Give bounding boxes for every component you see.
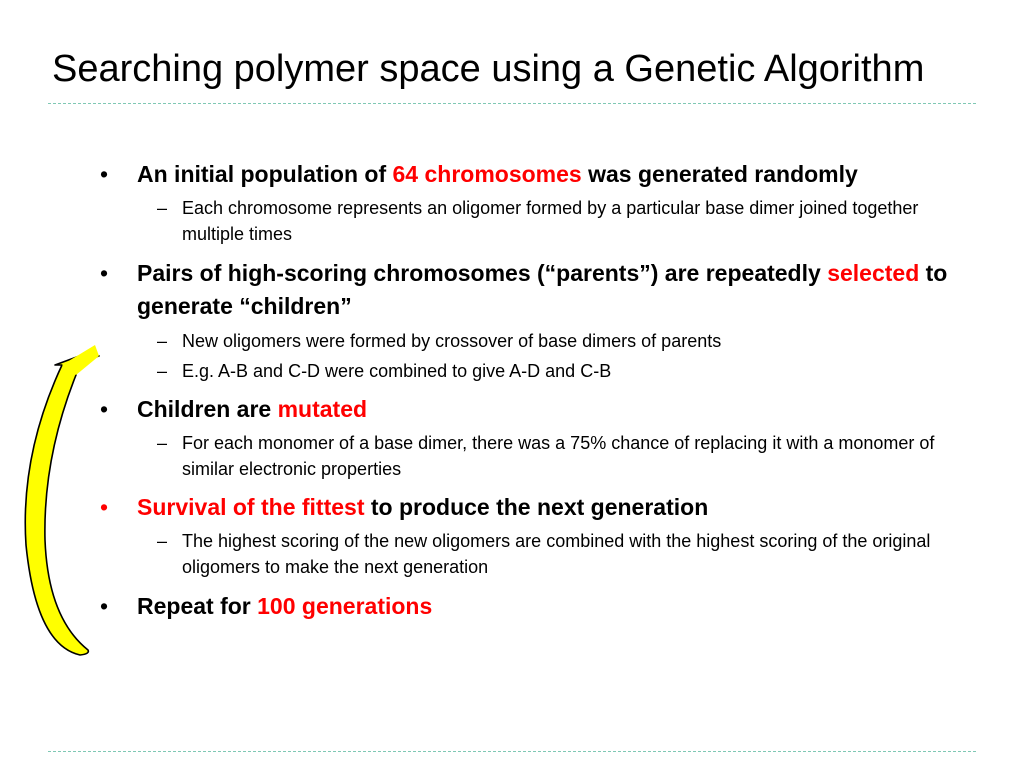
bullet-2-sub-2: [100, 358, 960, 384]
bullet-4-post: to produce the next generation: [364, 494, 709, 520]
bullet-2-pre: Pairs of high-scoring chromosomes (“parents”) are repeatedly: [137, 260, 828, 286]
bullet-2: [100, 257, 960, 323]
bullet-1-pre: An initial population of: [137, 161, 393, 187]
bullet-glyph: •: [100, 494, 109, 520]
bullet-5: [100, 590, 960, 623]
dash-glyph: –: [157, 361, 168, 381]
bullet-5-pre: Repeat for: [137, 593, 258, 619]
dash-glyph: –: [157, 531, 168, 551]
bullet-4: [100, 491, 960, 524]
bullet-1-sub-1: [100, 195, 960, 247]
bullet-1: [100, 158, 960, 191]
bullet-2-highlight: selected: [827, 260, 920, 286]
dash-glyph: –: [157, 433, 168, 453]
dash-glyph: –: [157, 331, 168, 351]
dash-glyph: –: [157, 198, 168, 218]
bullet-4-sub-1: [100, 528, 960, 580]
bullet-3-sub-1: [100, 430, 960, 482]
bullet-glyph: •: [100, 396, 109, 422]
sub-text: The highest scoring of the new oligomers are combined with the highest scoring of the original oligomers to make the next generation: [182, 531, 931, 577]
bottom-divider: [48, 751, 976, 752]
bullet-list: [100, 158, 960, 623]
bullet-glyph: •: [100, 260, 109, 286]
bullet-1-post: was generated randomly: [581, 161, 858, 187]
bullet-5-highlight: 100 generations: [257, 593, 433, 619]
sub-text: E.g. A-B and C-D were combined to give A-D and C-B: [182, 361, 612, 381]
sub-text: New oligomers were formed by crossover of base dimers of parents: [182, 331, 722, 351]
bullet-glyph: •: [100, 161, 109, 187]
slide-title: Searching polymer space using a Genetic Algorithm: [52, 48, 925, 90]
bullet-1-highlight: 64 chromosomes: [392, 161, 582, 187]
bullet-3: [100, 393, 960, 426]
bullet-3-pre: Children are: [137, 396, 278, 422]
bullet-3-highlight: mutated: [277, 396, 368, 422]
bullet-4-highlight: Survival of the fittest: [137, 494, 365, 520]
bullet-2-sub-1: [100, 328, 960, 354]
sub-text: For each monomer of a base dimer, there was a 75% chance of replacing it with a monomer of similar electronic properties: [182, 433, 935, 479]
bullet-glyph: •: [100, 593, 109, 619]
bullet-2-post: to generate “children”: [137, 260, 948, 319]
sub-text: Each chromosome represents an oligomer formed by a particular base dimer joined together multiple times: [182, 198, 919, 244]
